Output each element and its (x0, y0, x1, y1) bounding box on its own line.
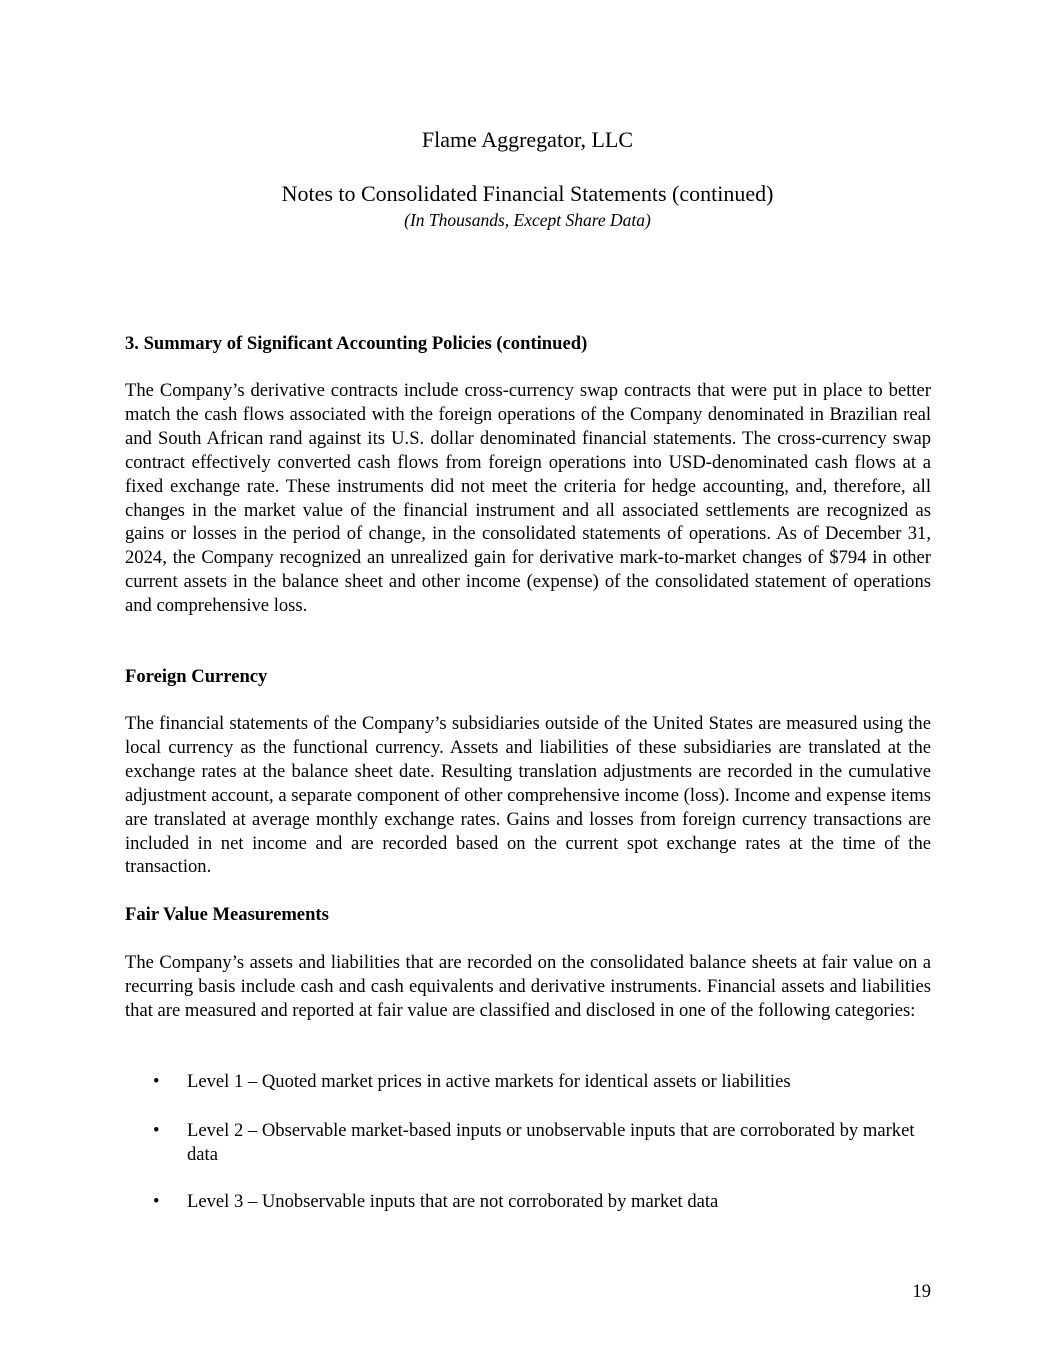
list-item-text: Level 3 – Unobservable inputs that are not corroborated by market data (187, 1191, 719, 1212)
bullet-icon: • (153, 1191, 160, 1212)
fair-value-paragraph: The Company’s assets and liabilities that are recorded on the consolidated balance sheets at fair value on a recurring basis include cash and cash equivalents and derivative instruments. Financial assets and liabilities that are measured and reported at fair value are classified and disclosed in one of the following categories: (125, 952, 931, 1021)
bullet-icon: • (153, 1071, 160, 1092)
company-name: Flame Aggregator, LLC (421, 127, 634, 152)
list-item-text: Level 1 – Quoted market prices in active markets for identical assets or liabilities (187, 1071, 791, 1092)
list-item (125, 1119, 931, 1167)
bullet-icon: • (153, 1120, 160, 1141)
section-heading: 3. Summary of Significant Accounting Policies (continued) (125, 333, 588, 354)
list-item-text: Level 2 – Observable market-based inputs or unobservable inputs that are corroborated by market data (187, 1120, 915, 1165)
paragraph-derivatives: The Company’s derivative contracts include cross-currency swap contracts that were put in place to better match the cash flows associated with the foreign operations of the Company denominated in Brazilian real and South African rand against its U.S. dollar denominated financial statements. The cross-currency swap contract effectively converted cash flows from foreign operations into USD-denominated cash flows at a fixed exchange rate. These instruments did not meet the criteria for hedge accounting, and, therefore, all changes in the market value of the financial instrument and all associated settlements are recognized as gains or losses in the period of change, in the consolidated statements of operations. As of December 31, 2024, the Company recognized an unrealized gain for derivative mark-to-market changes of $794 in other current assets in the balance sheet and other income (expense) of the consolidated statement of operations and comprehensive loss. (125, 380, 931, 617)
page-number: 19 (912, 1281, 931, 1302)
page-title: Notes to Consolidated Financial Statements (continued) (281, 181, 774, 206)
page-subtitle: (In Thousands, Except Share Data) (404, 210, 651, 230)
foreign-currency-heading: Foreign Currency (125, 666, 268, 687)
list-item (125, 1070, 931, 1094)
list-item (125, 1190, 931, 1214)
fair-value-heading: Fair Value Measurements (125, 904, 329, 925)
foreign-currency-paragraph: The financial statements of the Company’s subsidiaries outside of the United States are measured using the local currency as the functional currency. Assets and liabilities of these subsidiaries are translated at the exchange rates at the balance sheet date. Resulting translation adjustments are recorded in the cumulative adjustment account, a separate component of other comprehensive income (loss). Income and expense items are translated at average monthly exchange rates. Gains and losses from foreign currency transactions are included in net income and are recorded based on the current spot exchange rates at the time of the transaction. (125, 713, 931, 878)
